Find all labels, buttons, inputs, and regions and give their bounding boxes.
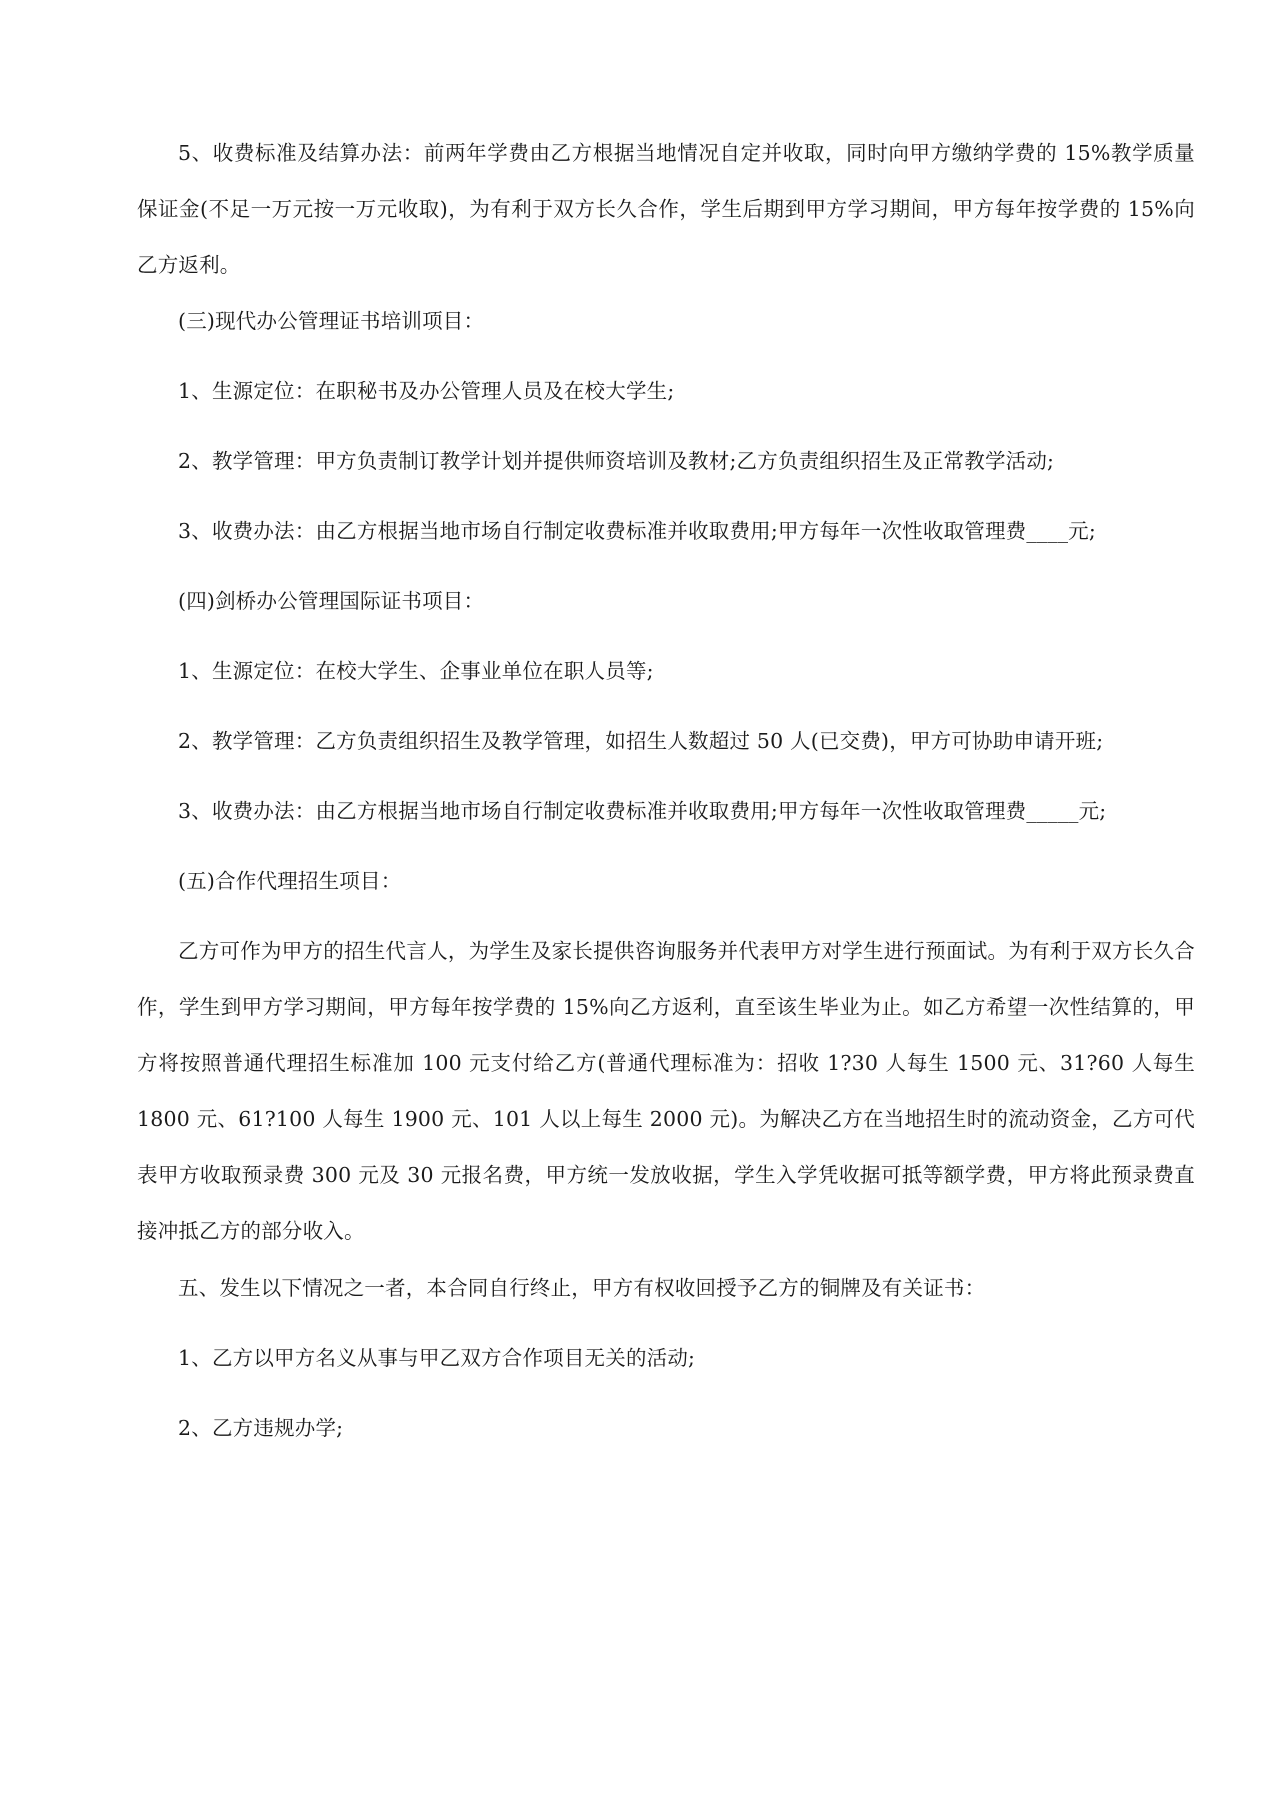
- clause-fee-settlement: 5、收费标准及结算办法：前两年学费由乙方根据当地情况自定并收取，同时向甲方缴纳学费的 15%教学质量保证金(不足一万元按一万元收取)，为有利于双方长久合作，学生后期到甲方学习期间，甲方每年按学费的 15%向乙方返利。: [137, 141, 1195, 277]
- article-5-item-2: 2、乙方违规办学;: [178, 1416, 344, 1440]
- clause-4-3: 3、收费办法：由乙方根据当地市场自行制定收费标准并收取费用;甲方每年一次性收取管理费_____元;: [178, 799, 1107, 823]
- article-5-item-1: 1、乙方以甲方名义从事与甲乙双方合作项目无关的活动;: [178, 1346, 696, 1370]
- article-5-heading: 五、发生以下情况之一者，本合同自行终止，甲方有权收回授予乙方的铜牌及有关证书：: [178, 1276, 986, 1300]
- clause-3-2: 2、教学管理：甲方负责制订教学计划并提供师资培训及教材;乙方负责组织招生及正常教学活动;: [178, 449, 1055, 473]
- clause-agency-recruitment: 乙方可作为甲方的招生代言人，为学生及家长提供咨询服务并代表甲方对学生进行预面试。为有利于双方长久合作，学生到甲方学习期间，甲方每年按学费的 15%向乙方返利，直至该生毕业为止。如乙方希望一次性结算的，甲方将按照普通代理招生标准加 100 元支付给乙方(普通代理标准为：招收 1?30 人每生 1500 元、31?60 人每生 1800 元、61?100 人每生 1900 元、101 人以上每生 2000 元)。为解决乙方在当地招生时的流动资金，乙方可代表甲方收取预录费 300 元及 30 元报名费，甲方统一发放收据，学生入学凭收据可抵等额学费，甲方将此预录费直接冲抵乙方的部分收入。: [137, 939, 1195, 1243]
- section-heading-4: (四)剑桥办公管理国际证书项目：: [178, 589, 485, 613]
- clause-4-2: 2、教学管理：乙方负责组织招生及教学管理，如招生人数超过 50 人(已交费)，甲方可协助申请开班;: [178, 729, 1104, 753]
- clause-4-1: 1、生源定位：在校大学生、企事业单位在职人员等;: [178, 659, 654, 683]
- clause-3-1: 1、生源定位：在职秘书及办公管理人员及在校大学生;: [178, 379, 675, 403]
- section-heading-3: (三)现代办公管理证书培训项目：: [178, 309, 485, 333]
- section-heading-5: (五)合作代理招生项目：: [178, 869, 402, 893]
- clause-3-3: 3、收费办法：由乙方根据当地市场自行制定收费标准并收取费用;甲方每年一次性收取管理费____元;: [178, 519, 1096, 543]
